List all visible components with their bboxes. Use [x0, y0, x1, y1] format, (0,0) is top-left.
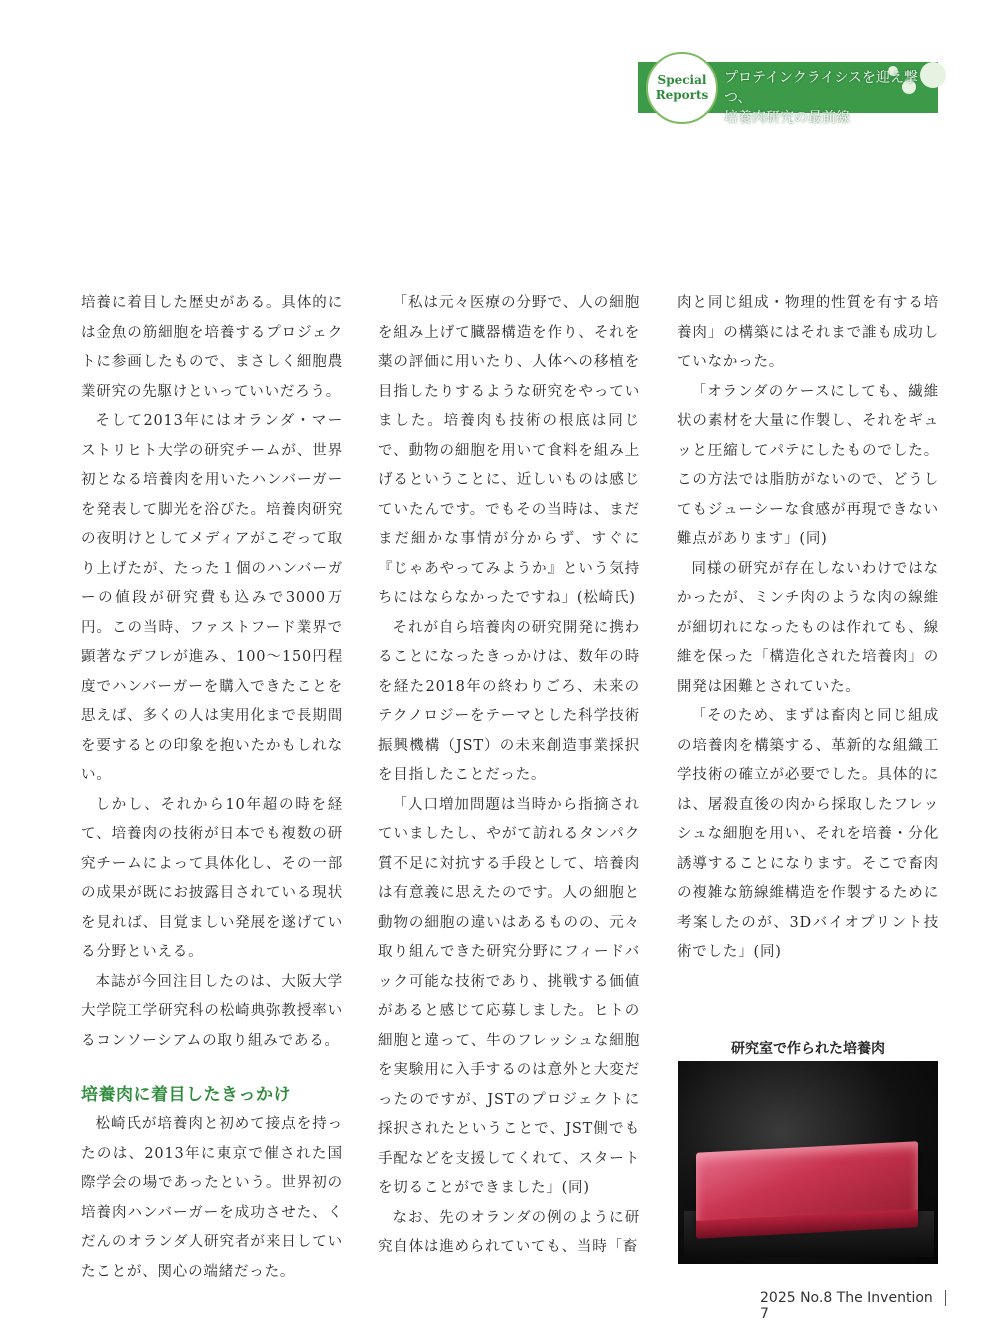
text-column-2 [378, 289, 640, 1263]
footer-divider [945, 1290, 946, 1306]
paragraph: 肉と同じ組成・物理的性質を有する培養肉」の構築にはそれまで誰も成功していなかった。 [677, 295, 939, 370]
paragraph: そして2013年にはオランダ・マーストリヒト大学の研究チームが、世界初となる培養肉を用いたハンバーガーを発表して脚光を浴びた。培養肉研究の夜明けとしてメディアがこぞって取り上げたが、たった１個のハンバーガーの値段が研究費も込みで3000万円。この当時、ファストフード業界で顕著なデフレが進み、100～150円程度でハンバーガーを購入できたことを思えば、多くの人は実用化まで長期間を要するとの印象を抱いたかもしれない。 [81, 413, 343, 783]
page-footer [760, 1290, 960, 1322]
paragraph: 「そのため、まずは畜肉と同じ組成の培養肉を構築する、革新的な組織工学技術の確立が必要でした。具体的には、屠殺直後の肉から採取したフレッシュな細胞を用い、それを培養・分化誘導することになります。そこで畜肉の複雑な筋線維構造を作製するために考案したのが、3Dバイオプリント技術でした」(同) [677, 708, 939, 960]
badge-line-2: Reports [655, 88, 709, 102]
magazine-name: The Invention [836, 1290, 933, 1306]
cultured-meat-photo [678, 1061, 938, 1264]
series-title-line-2: 培養肉研究の最前線 [724, 110, 850, 126]
page-number: 7 [760, 1306, 769, 1322]
paragraph: 「人口増加問題は当時から指摘されていましたし、やがて訪れるタンパク質不足に対抗する手段として、培養肉は有意義に思えたのです。人の細胞と動物の細胞の違いはあるものの、元々取り組んできた研究分野にフィードバック可能な技術であり、挑戦する価値があると感じて応募しました。ヒトの細胞と違って、牛のフレッシュな細胞を実験用に入手するのは意外と大変だったのですが、JSTのプロジェクトに採択されたということで、JST側でも手配などを支援してくれて、スタートを切ることができました」(同) [378, 796, 640, 1196]
meat-slab-shape [696, 1141, 918, 1223]
paragraph: しかし、それから10年超の時を経て、培養肉の技術が日本でも複数の研究チームによって具体化し、その一部の成果が既にお披露目されている現状を見れば、目覚ましい発展を遂げている分野といえる。 [81, 796, 343, 960]
paragraph: 培養に着目した歴史がある。具体的には金魚の筋細胞を培養するプロジェクトに参画したもので、まさしく細胞農業研究の先駆けといっていいだろう。 [81, 295, 343, 400]
paragraph: 「オランダのケースにしても、繊維状の素材を大量に作製し、それをギュッと圧縮してパテにしたものでした。この方法では脂肪がないので、どうしてもジューシーな食感が再現できない難点があります」(同) [677, 383, 939, 547]
paragraph: 「私は元々医療の分野で、人の細胞を組み上げて臓器構造を作り、それを薬の評価に用いたり、人体への移植を目指したりするような研究をやっていました。培養肉も技術の根底は同じで、動物の細胞を用いて食料を組み上げるということに、近しいものは感じていたんです。でもその当時は、まだまだ細かな事情が分からず、すぐに『じゃあやってみようか』という気持ちにはならなかったですね」(松崎氏) [378, 295, 640, 606]
text-column-1 [81, 289, 343, 1287]
figure-caption: 研究室で作られた培養肉 [731, 1041, 885, 1057]
paragraph: なお、先のオランダの例のように研究自体は進められていても、当時「畜 [378, 1209, 640, 1255]
section-heading: 培養肉に着目したきっかけ [81, 1085, 291, 1105]
special-reports-banner [638, 62, 938, 126]
text-column-3 [677, 289, 939, 968]
special-reports-badge [646, 52, 718, 124]
paragraph: 本誌が今回注目したのは、大阪大学大学院工学研究科の松崎典弥教授率いるコンソーシアムの取り組みである。 [81, 973, 343, 1049]
issue-number: 2025 No.8 [760, 1290, 833, 1306]
series-title [724, 68, 938, 128]
paragraph: それが自ら培養肉の研究開発に携わることになったきっかけは、数年の時を経た2018年の終わりごろ、未来のテクノロジーをテーマとした科学技術振興機構（JST）の未来創造事業採択を目指したことだった。 [378, 619, 640, 783]
badge-line-1: Special [657, 73, 707, 87]
paragraph: 同様の研究が存在しないわけではなかったが、ミンチ肉のような肉の線維が細切れになったものは作れても、線維を保った「構造化された培養肉」の開発は困難とされていた。 [677, 560, 939, 695]
paragraph: 松崎氏が培養肉と初めて接点を持ったのは、2013年に東京で催された国際学会の場であったという。世界初の培養肉ハンバーガーを成功させた、くだんのオランダ人研究者が来日していたことが、関心の端緒だった。 [81, 1116, 343, 1280]
series-title-line-1: プロテインクライシスを迎え撃つ、 [724, 70, 918, 106]
